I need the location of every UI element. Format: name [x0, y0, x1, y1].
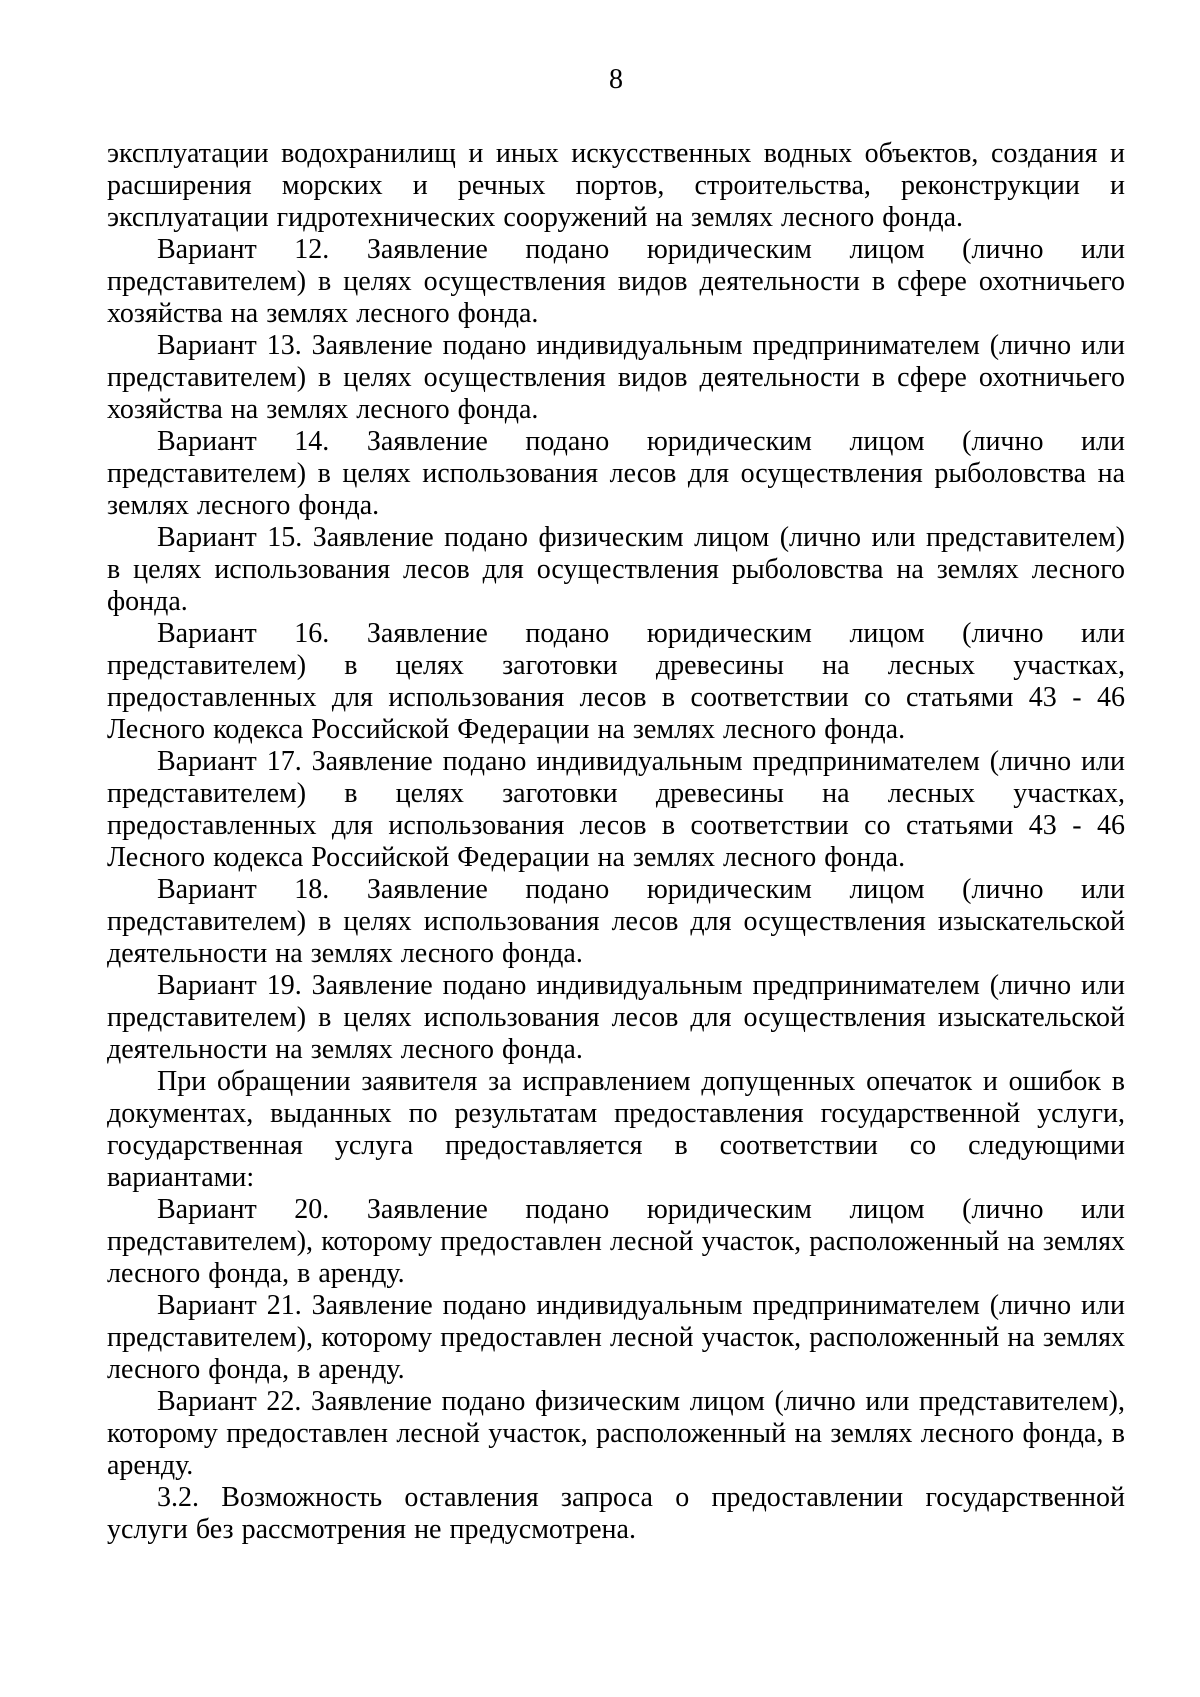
paragraph-variant-19: Вариант 19. Заявление подано индивидуальным предпринимателем (лично или представителем) в целях использования лесов для осуществления изыскательской деятельности на землях лесного фонда.	[107, 970, 1125, 1065]
paragraph-variant-15: Вариант 15. Заявление подано физическим лицом (лично или представителем) в целях использования лесов для осуществления рыболовства на землях лесного фонда.	[107, 522, 1125, 617]
paragraph-variant-12: Вариант 12. Заявление подано юридическим лицом (лично или представителем) в целях осуществления видов деятельности в сфере охотничьего хозяйства на землях лесного фонда.	[107, 234, 1125, 329]
paragraph-variant-22: Вариант 22. Заявление подано физическим лицом (лично или представителем), которому предоставлен лесной участок, расположенный на землях лесного фонда, в аренду.	[107, 1386, 1125, 1481]
paragraph-variant-20: Вариант 20. Заявление подано юридическим лицом (лично или представителем), которому предоставлен лесной участок, расположенный на землях лесного фонда, в аренду.	[107, 1194, 1125, 1289]
paragraph-variant-13: Вариант 13. Заявление подано индивидуальным предпринимателем (лично или представителем) в целях осуществления видов деятельности в сфере охотничьего хозяйства на землях лесного фонда.	[107, 330, 1125, 425]
paragraph-variant-17: Вариант 17. Заявление подано индивидуальным предпринимателем (лично или представителем) в целях заготовки древесины на лесных участках, предоставленных для использования лесов в соответствии со статьями 43 - 46 Лесного кодекса Российской Федерации на землях лесного фонда.	[107, 746, 1125, 873]
paragraph-variant-16: Вариант 16. Заявление подано юридическим лицом (лично или представителем) в целях заготовки древесины на лесных участках, предоставленных для использования лесов в соответствии со статьями 43 - 46 Лесного кодекса Российской Федерации на землях лесного фонда.	[107, 618, 1125, 745]
paragraph-continuation: эксплуатации водохранилищ и иных искусственных водных объектов, создания и расширения морских и речных портов, строительства, реконструкции и эксплуатации гидротехнических сооружений на землях лесного фонда.	[107, 138, 1125, 233]
paragraph-clause-3-2: 3.2. Возможность оставления запроса о предоставлении государственной услуги без рассмотрения не предусмотрена.	[107, 1482, 1125, 1545]
paragraph-variant-14: Вариант 14. Заявление подано юридическим лицом (лично или представителем) в целях использования лесов для осуществления рыболовства на землях лесного фонда.	[107, 426, 1125, 521]
paragraph-variant-21: Вариант 21. Заявление подано индивидуальным предпринимателем (лично или представителем), которому предоставлен лесной участок, расположенный на землях лесного фонда, в аренду.	[107, 1290, 1125, 1385]
page-number: 8	[609, 64, 623, 95]
document-body	[107, 138, 1125, 1546]
paragraph-typos-intro: При обращении заявителя за исправлением допущенных опечаток и ошибок в документах, выданных по результатам предоставления государственной услуги, государственная услуга предоставляется в соответствии со следующими вариантами:	[107, 1066, 1125, 1193]
paragraph-variant-18: Вариант 18. Заявление подано юридическим лицом (лично или представителем) в целях использования лесов для осуществления изыскательской деятельности на землях лесного фонда.	[107, 874, 1125, 969]
